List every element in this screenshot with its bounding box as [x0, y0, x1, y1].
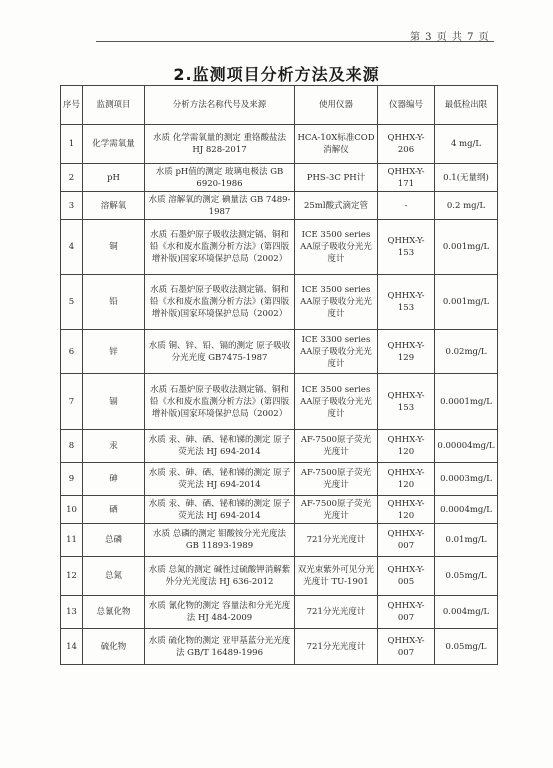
table-header-row [61, 86, 498, 125]
instrument-code: QHHX-Y-120 [378, 430, 435, 463]
analysis-method: 水质 石墨炉原子吸收法测定镉、铜和铅《水和废水监测分析方法》(第四版增补版)国家环境保护总局（2002） [145, 220, 295, 275]
monitoring-item: 总氰化物 [83, 596, 145, 629]
row-number: 1 [61, 125, 83, 164]
instrument: ICE 3500 series AA原子吸收分光光度计 [295, 275, 378, 330]
instrument: HCA-10X标准COD消解仪 [295, 125, 378, 164]
monitoring-item: 锌 [83, 330, 145, 374]
analysis-method: 水质 溶解氧的测定 碘量法 GB 7489-1987 [145, 192, 295, 220]
instrument-code: QHHX-Y-129 [378, 330, 435, 374]
monitoring-item: 总磷 [83, 524, 145, 557]
table-row [61, 596, 498, 629]
monitoring-item: pH [83, 164, 145, 192]
instrument: AF-7500原子荧光光度计 [295, 496, 378, 524]
analysis-method: 水质 硫化物的测定 亚甲基蓝分光光度法 GB/T 16489-1996 [145, 629, 295, 665]
instrument-code: QHHX-Y-153 [378, 374, 435, 430]
monitoring-item: 砷 [83, 463, 145, 496]
instrument: 25ml酸式滴定管 [295, 192, 378, 220]
detection-limit: 4 mg/L [435, 125, 498, 164]
detection-limit: 0.02mg/L [435, 330, 498, 374]
analysis-method: 水质 汞、砷、硒、铋和锑的测定 原子荧光法 HJ 694-2014 [145, 496, 295, 524]
instrument: 721分光光度计 [295, 524, 378, 557]
instrument: PHS-3C PH计 [295, 164, 378, 192]
instrument-code: QHHX-Y-005 [378, 557, 435, 596]
row-number: 6 [61, 330, 83, 374]
table-row [61, 496, 498, 524]
instrument: ICE 3500 series AA原子吸收分光光度计 [295, 220, 378, 275]
monitoring-item: 硒 [83, 496, 145, 524]
analysis-method: 水质 石墨炉原子吸收法测定镉、铜和铅《水和废水监测分析方法》(第四版增补版)国家环境保护总局（2002） [145, 275, 295, 330]
detection-limit: 0.1(无量纲) [435, 164, 498, 192]
analysis-method: 水质 pH值的测定 玻璃电极法 GB 6920-1986 [145, 164, 295, 192]
instrument: AF-7500原子荧光光度计 [295, 430, 378, 463]
analysis-method: 水质 化学需氧量的测定 重铬酸盐法 HJ 828-2017 [145, 125, 295, 164]
row-number: 10 [61, 496, 83, 524]
instrument-code: QHHX-Y-007 [378, 524, 435, 557]
monitoring-item: 汞 [83, 430, 145, 463]
table-row [61, 164, 498, 192]
analysis-method: 水质 石墨炉原子吸收法测定镉、铜和铅《水和废水监测分析方法》(第四版增补版)国家环境保护总局（2002） [145, 374, 295, 430]
table-row [61, 125, 498, 164]
detection-limit: 0.2 mg/L [435, 192, 498, 220]
header-method: 分析方法名称代号及来源 [145, 86, 295, 125]
row-number: 14 [61, 629, 83, 665]
analysis-method: 水质 总磷的测定 钼酸铵分光光度法 GB 11893-1989 [145, 524, 295, 557]
header-rule [96, 41, 494, 42]
detection-limit: 0.004mg/L [435, 596, 498, 629]
detection-limit: 0.0004mg/L [435, 496, 498, 524]
header-instrument: 使用仪器 [295, 86, 378, 125]
instrument-code: QHHX-Y-120 [378, 496, 435, 524]
instrument: ICE 3500 series AA原子吸收分光光度计 [295, 374, 378, 430]
table-row [61, 463, 498, 496]
analysis-method: 水质 汞、砷、硒、铋和锑的测定 原子荧光法 HJ 694-2014 [145, 430, 295, 463]
detection-limit: 0.00004mg/L [435, 430, 498, 463]
detection-limit: 0.01mg/L [435, 524, 498, 557]
table-row [61, 374, 498, 430]
instrument-code: - [378, 192, 435, 220]
table-row [61, 524, 498, 557]
instrument-code: QHHX-Y-206 [378, 125, 435, 164]
instrument: AF-7500原子荧光光度计 [295, 463, 378, 496]
instrument-code: QHHX-Y-153 [378, 275, 435, 330]
detection-limit: 0.05mg/L [435, 629, 498, 665]
instrument: 721分光光度计 [295, 596, 378, 629]
instrument-code: QHHX-Y-120 [378, 463, 435, 496]
table-row [61, 430, 498, 463]
detection-limit: 0.0003mg/L [435, 463, 498, 496]
row-number: 12 [61, 557, 83, 596]
monitoring-item: 硫化物 [83, 629, 145, 665]
instrument-code: QHHX-Y-007 [378, 629, 435, 665]
analysis-method: 水质 总氮的测定 碱性过硫酸钾消解紫外分光光度法 HJ 636-2012 [145, 557, 295, 596]
detection-limit: 0.001mg/L [435, 275, 498, 330]
row-number: 13 [61, 596, 83, 629]
detection-limit: 0.0001mg/L [435, 374, 498, 430]
header-no: 序号 [61, 86, 83, 125]
instrument-code: QHHX-Y-171 [378, 164, 435, 192]
monitoring-item: 总氮 [83, 557, 145, 596]
monitoring-item: 铜 [83, 220, 145, 275]
table-row [61, 330, 498, 374]
monitoring-item: 铅 [83, 275, 145, 330]
row-number: 7 [61, 374, 83, 430]
row-number: 2 [61, 164, 83, 192]
row-number: 5 [61, 275, 83, 330]
table-row [61, 220, 498, 275]
row-number: 9 [61, 463, 83, 496]
row-number: 11 [61, 524, 83, 557]
instrument-code: QHHX-Y-153 [378, 220, 435, 275]
analysis-method: 水质 铜、锌、铅、镉的测定 原子吸收分光光度 GB7475-1987 [145, 330, 295, 374]
table-row [61, 275, 498, 330]
detection-limit: 0.001mg/L [435, 220, 498, 275]
table-row [61, 629, 498, 665]
header-code: 仪器编号 [378, 86, 435, 125]
monitoring-item: 化学需氧量 [83, 125, 145, 164]
analysis-method: 水质 氰化物的测定 容量法和分光光度法 HJ 484-2009 [145, 596, 295, 629]
header-limit: 最低检出限 [435, 86, 498, 125]
instrument: 双光束紫外可见分光光度计 TU-1901 [295, 557, 378, 596]
table-row [61, 192, 498, 220]
page-number: 第 3 页 共 7 页 [410, 32, 490, 43]
row-number: 4 [61, 220, 83, 275]
table-row [61, 557, 498, 596]
instrument-code: QHHX-Y-007 [378, 596, 435, 629]
detection-limit: 0.05mg/L [435, 557, 498, 596]
monitoring-item: 镉 [83, 374, 145, 430]
row-number: 3 [61, 192, 83, 220]
monitoring-item: 溶解氧 [83, 192, 145, 220]
section-title: 2.监测项目分析方法及来源 [173, 65, 380, 84]
analysis-method: 水质 汞、砷、硒、铋和锑的测定 原子荧光法 HJ 694-2014 [145, 463, 295, 496]
row-number: 8 [61, 430, 83, 463]
header-item: 监测项目 [83, 86, 145, 125]
monitoring-methods-table [60, 85, 498, 665]
instrument: ICE 3300 series AA原子吸收分光光度计 [295, 330, 378, 374]
instrument: 721分光光度计 [295, 629, 378, 665]
